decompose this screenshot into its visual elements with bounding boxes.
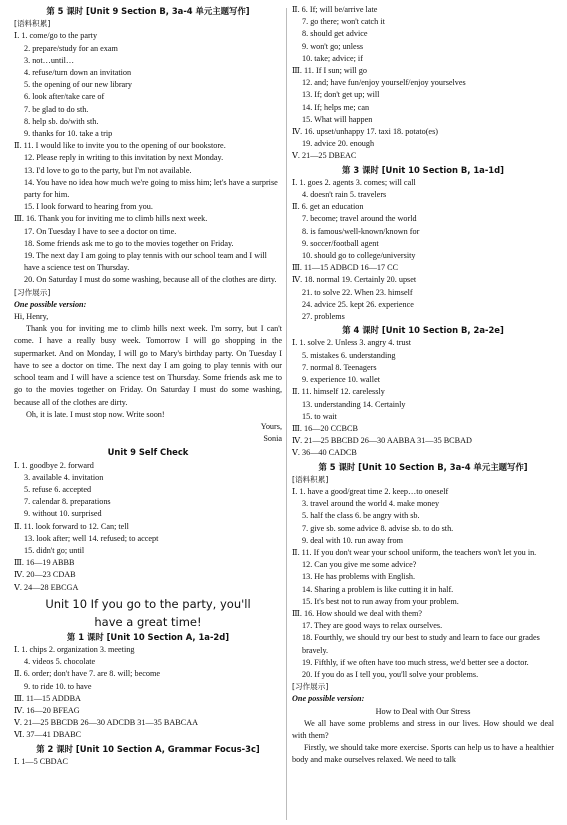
answer-line: Ⅳ. 16. upset/unhappy 17. taxi 18. potato(es) (292, 127, 438, 137)
answer-line: Ⅲ. 16. How should we deal with them? (292, 608, 423, 618)
essay-paragraph: We all have some problems and stress in our lives. How should we deal with them? (292, 718, 554, 740)
answer-line: 15. It's best not to run away from your problem. (302, 596, 459, 606)
answer-line: 5. the opening of our new library (24, 80, 133, 90)
answer-line: 15. didn't go; until (24, 545, 85, 555)
answer-line: 6. look after/take care of (24, 92, 105, 102)
answer-line: 17. On Tuesday I have to see a doctor on time. (24, 226, 177, 236)
answer-line: Ⅵ. 37—41 DBABC (14, 730, 82, 740)
column-divider (286, 8, 287, 820)
unit-title: have a great time! (94, 614, 202, 629)
answer-line: Ⅰ. 1. have a good/great time 2. keep…to oneself (292, 486, 449, 496)
answer-line: 7. give sb. some advice 8. advise sb. to do sth. (302, 523, 454, 533)
answer-line: 5. refuse 6. accepted (24, 484, 92, 494)
answer-line: 7. normal 8. Teenagers (302, 362, 377, 372)
version-label: One possible version: (14, 299, 87, 309)
answer-line: Ⅱ. 6. order; don't have 7. are 8. will; become (14, 669, 160, 679)
answer-line: Ⅳ. 20—23 CDAB (14, 570, 76, 580)
answer-line: Ⅳ. 18. normal 19. Certainly 20. upset (292, 275, 417, 285)
answer-line: 4. videos 5. chocolate (24, 657, 96, 667)
answer-line: 14. You have no idea how much we're going to miss him; let's have a surprise party for him. (24, 177, 278, 200)
answer-line: 3. not…until… (24, 55, 75, 65)
answer-line: 9. thanks for 10. take a trip (24, 129, 113, 139)
answer-line: 14. Sharing a problem is like cutting it in half. (302, 584, 454, 594)
answer-line: 15. I look forward to hearing from you. (24, 202, 153, 212)
section-heading-u9-l5: 第 5 课时 [Unit 9 Section B, 3a-4 单元主题写作] (46, 6, 250, 16)
answer-line: 7. go there; won't catch it (302, 17, 385, 27)
section-heading-u10-l4: 第 4 课时 [Unit 10 Section B, 2a-2e] (342, 325, 504, 336)
section-heading-u10-l5: 第 5 课时 [Unit 10 Section B, 3a-4 单元主题写作] (318, 461, 528, 472)
answer-line: Ⅱ. 11. look forward to 12. Can; tell (14, 521, 129, 531)
answer-line: 12. Can you give me some advice? (302, 560, 417, 570)
answer-line: 7. become; travel around the world (302, 214, 417, 224)
answer-line: 15. What will happen (302, 114, 373, 124)
answer-line: 20. On Saturday I must do some washing, because all of the clothes are dirty. (24, 275, 277, 285)
essay-paragraph: Firstly, we should take more exercise. Sports can help us to have a healthier body and make ourselves relaxed. We need to talk (292, 743, 554, 765)
corpus-tag: [语料积累] (292, 474, 329, 484)
answer-line: 21. to solve 22. When 23. himself (302, 287, 413, 297)
answer-line: 9. without 10. surprised (24, 509, 102, 519)
answer-line: Ⅳ. 21—25 BBCBD 26—30 AABBA 31—35 BCBAD (292, 436, 472, 446)
answer-line: Ⅱ. 11. I would like to invite you to the opening of our bookstore. (14, 141, 226, 151)
answer-line: 27. problems (302, 312, 345, 322)
answer-line: 3. available 4. invitation (24, 472, 104, 482)
answer-line: 14. If; helps me; can (302, 102, 370, 112)
answer-line: 24. advice 25. kept 26. experience (302, 299, 414, 309)
version-label: One possible version: (292, 694, 365, 704)
answer-line: Ⅱ. 11. himself 12. carelessly (292, 387, 385, 397)
answer-line: 12. Please reply in writing to this invitation by next Monday. (24, 153, 224, 163)
answer-line: 18. Fourthly, we should try our best to study and learn to face our grades bravely. (302, 633, 540, 655)
answer-line: Ⅰ. 1. goodbye 2. forward (14, 460, 94, 470)
letter-signature: Sonia (263, 434, 282, 444)
section-heading-u10-l3: 第 3 课时 [Unit 10 Section B, 1a-1d] (342, 164, 504, 175)
answer-line: 12. and; have fun/enjoy yourself/enjoy yourselves (302, 78, 466, 88)
answer-line: Ⅰ. 1. goes 2. agents 3. comes; will call (292, 177, 416, 187)
answer-line: Ⅲ. 16. Thank you for inviting me to climb hills next week. (14, 214, 208, 224)
answer-line: 4. refuse/turn down an invitation (24, 68, 132, 78)
answer-line: Ⅴ. 21—25 BBCDB 26—30 ADCDB 31—35 BABCAA (14, 718, 199, 728)
answer-line: Ⅱ. 6. If; will be/arrive late (292, 5, 378, 14)
section-heading-u10-l1: 第 1 课时 [Unit 10 Section A, 1a-2d] (66, 631, 230, 642)
right-column (292, 4, 554, 767)
answer-line: Ⅲ. 11—15 ADBCD 16—17 CC (292, 263, 399, 273)
left-column (14, 4, 282, 768)
answer-line: 19. The next day I am going to play tennis with our school team and I will have a science test on Thursday. (24, 251, 267, 273)
answer-line: 5. mistakes 6. understanding (302, 350, 396, 360)
self-check-heading: Unit 9 Self Check (107, 447, 189, 458)
answer-line: Ⅴ. 36—40 CADCB (292, 448, 357, 458)
answer-line: 9. soccer/football agent (302, 238, 379, 248)
answer-line: Ⅱ. 11. If you don't wear your school uniform, the teachers won't let you in. (292, 547, 537, 557)
answer-line: 7. calendar 8. preparations (24, 497, 111, 507)
essay-title: How to Deal with Our Stress (375, 706, 471, 716)
answer-line: 19. advice 20. enough (302, 139, 375, 149)
answer-line: 13. I'd love to go to the party, but I'm not available. (24, 165, 192, 175)
answer-line: 13. look after; well 14. refused; to accept (24, 533, 159, 543)
answer-line: 9. to ride 10. to have (24, 681, 92, 691)
answer-line: 8. should get advice (302, 29, 368, 39)
answer-line: Ⅴ. 21—25 DBEAC (292, 151, 357, 161)
answer-line: 5. half the class 6. be angry with sb. (302, 511, 420, 521)
letter-paragraph: Thank you for inviting me to climb hills next week. I'm sorry, but I can't come. I have a really busy week. Tomorrow I will go shopping in the supermarket. And on Monday, I will go to Mary's birthday party. On Tuesday I have to see a doctor on time. The next day I am going to play tennis with our school team and I will have a science test on Thursday. Some friends ask me to go to the movies together on Friday. On Saturday I must do some washing, because all of the clothes are dirty. (14, 324, 282, 407)
answer-line: 9. experience 10. wallet (302, 375, 380, 385)
answer-line: Ⅳ. 16—20 BFEAG (14, 705, 80, 715)
answer-line: 13. understanding 14. Certainly (302, 399, 406, 409)
section-heading-u10-l2: 第 2 课时 [Unit 10 Section A, Grammar Focus-3c] (36, 743, 260, 754)
letter-greeting: Hi, Henry, (14, 312, 49, 322)
answer-line: Ⅲ. 11. If I sun; will go (292, 66, 367, 76)
answer-line: Ⅲ. 16—19 ABBB (14, 558, 75, 568)
answer-line: 18. Some friends ask me to go to the movies together on Friday. (24, 238, 234, 248)
unit-title: Unit 10 If you go to the party, you'll (45, 596, 251, 611)
letter-closing: Yours, (260, 421, 282, 431)
answer-line: Ⅲ. 16—20 CCBCB (292, 423, 358, 433)
answer-line: 20. If you do as I tell you, you'll solve your problems. (302, 669, 479, 679)
answer-line: 13. He has problems with English. (302, 572, 416, 582)
answer-line: Ⅱ. 6. get an education (292, 202, 364, 212)
answer-line: 8. help sb. do/with sth. (24, 116, 99, 126)
answer-line: 19. Fifthly, if we often have too much stress, we'd better see a doctor. (302, 657, 529, 667)
answer-line: Ⅰ. 1—5 CBDAC (14, 756, 68, 766)
answer-line: 7. be glad to do sth. (24, 104, 89, 114)
practice-tag: [习作展示] (14, 287, 51, 297)
answer-line: Ⅴ. 24—28 EBCGA (14, 582, 79, 592)
answer-line: 10. should go to college/university (302, 251, 416, 261)
corpus-tag: [语料积累] (14, 19, 51, 29)
answer-line: 2. prepare/study for an exam (24, 43, 118, 53)
answer-line: 9. won't go; unless (302, 41, 364, 51)
answer-line: 13. If; don't get up; will (302, 90, 380, 100)
answer-line: Ⅰ. 1. come/go to the party (14, 31, 98, 41)
answer-line: 8. is famous/well-known/known for (302, 226, 420, 236)
answer-line: Ⅰ. 1. solve 2. Unless 3. angry 4. trust (292, 338, 411, 348)
answer-line: 4. doesn't rain 5. travelers (302, 190, 387, 200)
answer-line: 17. They are good ways to relax ourselves. (302, 621, 443, 631)
answer-line: 10. take; advice; if (302, 53, 363, 63)
letter-paragraph: Oh, it is late. I must stop now. Write soon! (26, 409, 165, 419)
answer-line: 15. to wait (302, 411, 337, 421)
answer-line: Ⅲ. 11—15 ADDBA (14, 693, 81, 703)
practice-tag: [习作展示] (292, 682, 329, 692)
answer-line: 3. travel around the world 4. make money (302, 499, 440, 509)
answer-line: 9. deal with 10. run away from (302, 535, 403, 545)
answer-line: Ⅰ. 1. chips 2. organization 3. meeting (14, 644, 135, 654)
